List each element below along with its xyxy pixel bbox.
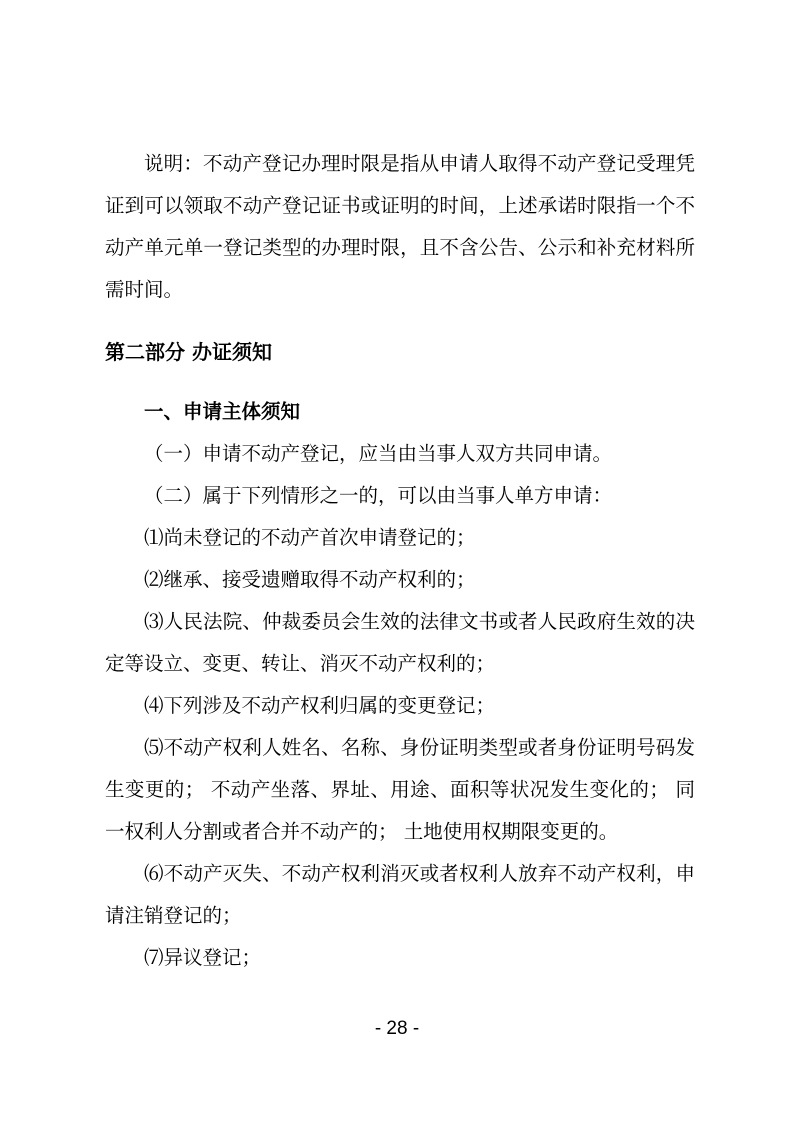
page-content (105, 143, 695, 979)
list-item: ⑺异议登记； (144, 946, 262, 969)
list-item: ⑴尚未登记的不动产首次申请登记的； (144, 526, 476, 549)
list-item: ⑸不动产权利人姓名、名称、身份证明类型或者身份证明号码发生变更的； 不动产坐落、界址、用途、面积等状况发生变化的； 同一权利人分割或者合并不动产的； 土地使用权期限变更的。 (105, 736, 695, 843)
list-item: （一）申请不动产登记，应当由当事人双方共同申请。 (144, 442, 613, 465)
list-item: （二）属于下列情形之一的，可以由当事人单方申请： (144, 484, 613, 507)
section-title: 一、申请主体须知 (144, 400, 301, 423)
note-paragraph: 说明：不动产登记办理时限是指从申请人取得不动产登记受理凭证到可以领取不动产登记证书或证明的时间，上述承诺时限指一个不动产单元单一登记类型的办理时限，且不含公告、公示和补充材料所需时间。 (105, 152, 695, 301)
list-item: ⑹不动产灭失、不动产权利消灭或者权利人放弃不动产权利，申请注销登记的； (105, 862, 695, 927)
part-title: 第二部分 办证须知 (105, 340, 272, 364)
page-number: - 28 - (374, 1018, 420, 1039)
list-item: ⑷下列涉及不动产权利归属的变更登记； (144, 694, 496, 717)
list-item: ⑵继承、接受遗赠取得不动产权利的； (144, 568, 476, 591)
list-item: ⑶人民法院、仲裁委员会生效的法律文书或者人民政府生效的决定等设立、变更、转让、消灭不动产权利的； (105, 610, 695, 675)
